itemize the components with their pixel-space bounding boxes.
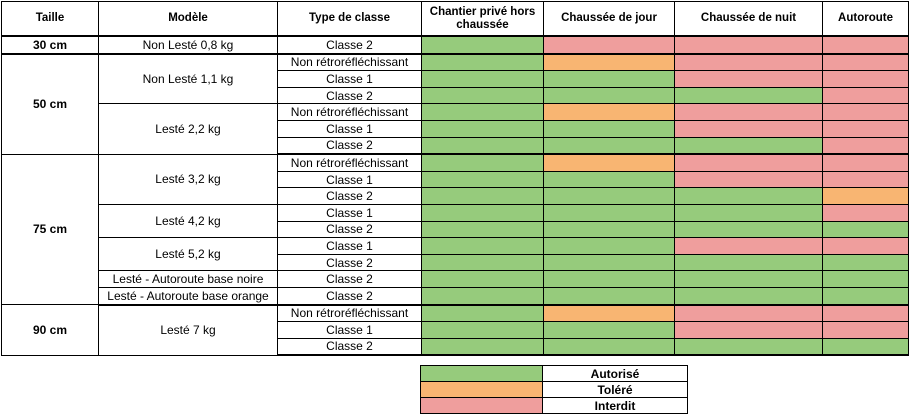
taille-cell: 50 cm: [2, 54, 99, 155]
status-cell: [823, 171, 909, 188]
status-cell: [675, 238, 823, 255]
status-cell: [422, 87, 544, 104]
modele-cell: Lesté 7 kg: [99, 305, 278, 356]
status-cell: [544, 171, 675, 188]
legend-label: Autorisé: [543, 366, 688, 382]
status-cell: [422, 305, 544, 322]
modele-cell: Lesté 3,2 kg: [99, 154, 278, 204]
status-cell: [823, 221, 909, 238]
modele-cell: Lesté - Autoroute base noire: [99, 271, 278, 288]
legend-label: Toléré: [543, 382, 688, 398]
status-cell: [544, 238, 675, 255]
taille-cell: 75 cm: [2, 154, 99, 304]
compatibility-table: [1, 1, 909, 356]
header-chaussee-nuit: Chaussée de nuit: [675, 2, 823, 37]
legend-row: [421, 382, 688, 398]
status-cell: [422, 322, 544, 339]
status-cell: [675, 254, 823, 271]
status-cell: [675, 71, 823, 88]
legend-table: [420, 365, 688, 414]
status-cell: [422, 188, 544, 205]
status-cell: [544, 287, 675, 304]
legend-swatch: [421, 366, 543, 382]
legend-label: Interdit: [543, 398, 688, 414]
classe-cell: Non rétroréfléchissant: [278, 305, 422, 322]
classe-cell: Classe 2: [278, 271, 422, 288]
classe-cell: Non rétroréfléchissant: [278, 54, 422, 71]
status-cell: [675, 188, 823, 205]
status-cell: [422, 271, 544, 288]
table-row: [2, 238, 909, 255]
classe-cell: Classe 2: [278, 221, 422, 238]
header-row: [2, 2, 909, 37]
modele-cell: Lesté - Autoroute base orange: [99, 287, 278, 304]
status-cell: [823, 104, 909, 121]
header-chantier-prive: Chantier privé hors chaussée: [422, 2, 544, 37]
status-cell: [823, 154, 909, 171]
table-row: [2, 287, 909, 304]
table-row: [2, 54, 909, 71]
taille-cell: 30 cm: [2, 36, 99, 54]
status-cell: [544, 305, 675, 322]
header-taille: Taille: [2, 2, 99, 37]
status-cell: [422, 104, 544, 121]
status-cell: [675, 137, 823, 154]
status-cell: [823, 338, 909, 355]
status-cell: [823, 87, 909, 104]
status-cell: [422, 254, 544, 271]
classe-cell: Classe 1: [278, 71, 422, 88]
legend-row: [421, 398, 688, 414]
status-cell: [675, 271, 823, 288]
status-cell: [675, 287, 823, 304]
modele-cell: Lesté 2,2 kg: [99, 104, 278, 154]
classe-cell: Classe 2: [278, 254, 422, 271]
status-cell: [823, 120, 909, 137]
status-cell: [544, 104, 675, 121]
status-cell: [422, 54, 544, 71]
status-cell: [823, 204, 909, 221]
status-cell: [544, 87, 675, 104]
status-cell: [544, 137, 675, 154]
status-cell: [675, 87, 823, 104]
status-cell: [823, 188, 909, 205]
table-row: [2, 154, 909, 171]
status-cell: [422, 287, 544, 304]
header-type-classe: Type de classe: [278, 2, 422, 37]
modele-cell: Lesté 4,2 kg: [99, 204, 278, 237]
status-cell: [823, 238, 909, 255]
status-cell: [544, 221, 675, 238]
status-cell: [675, 36, 823, 54]
status-cell: [675, 54, 823, 71]
header-modele: Modèle: [99, 2, 278, 37]
status-cell: [675, 322, 823, 339]
modele-cell: Lesté 5,2 kg: [99, 238, 278, 271]
classe-cell: Classe 2: [278, 188, 422, 205]
modele-cell: Non Lesté 0,8 kg: [99, 36, 278, 54]
table-row: [2, 204, 909, 221]
status-cell: [422, 171, 544, 188]
status-cell: [823, 71, 909, 88]
classe-cell: Classe 2: [278, 287, 422, 304]
classe-cell: Classe 2: [278, 137, 422, 154]
taille-cell: 90 cm: [2, 305, 99, 356]
status-cell: [823, 36, 909, 54]
status-cell: [544, 71, 675, 88]
status-cell: [544, 36, 675, 54]
classe-cell: Classe 2: [278, 338, 422, 355]
status-cell: [544, 254, 675, 271]
status-cell: [823, 322, 909, 339]
classe-cell: Classe 2: [278, 87, 422, 104]
classe-cell: Classe 1: [278, 171, 422, 188]
classe-cell: Classe 2: [278, 36, 422, 54]
status-cell: [544, 204, 675, 221]
status-cell: [544, 338, 675, 355]
status-cell: [675, 120, 823, 137]
status-cell: [422, 120, 544, 137]
status-cell: [675, 154, 823, 171]
status-cell: [422, 154, 544, 171]
status-cell: [675, 305, 823, 322]
status-cell: [675, 171, 823, 188]
table-row: [2, 36, 909, 54]
classe-cell: Classe 1: [278, 322, 422, 339]
status-cell: [823, 254, 909, 271]
header-autoroute: Autoroute: [823, 2, 909, 37]
table-row: [2, 305, 909, 322]
classe-cell: Classe 1: [278, 204, 422, 221]
status-cell: [823, 305, 909, 322]
status-cell: [422, 238, 544, 255]
legend-swatch: [421, 382, 543, 398]
status-cell: [544, 322, 675, 339]
status-cell: [823, 54, 909, 71]
modele-cell: Non Lesté 1,1 kg: [99, 54, 278, 104]
header-chaussee-jour: Chaussée de jour: [544, 2, 675, 37]
classe-cell: Non rétroréfléchissant: [278, 104, 422, 121]
status-cell: [544, 54, 675, 71]
table-row: [2, 271, 909, 288]
status-cell: [422, 137, 544, 154]
status-cell: [675, 204, 823, 221]
status-cell: [823, 137, 909, 154]
status-cell: [544, 271, 675, 288]
table-row: [2, 104, 909, 121]
status-cell: [544, 154, 675, 171]
status-cell: [675, 221, 823, 238]
legend-swatch: [421, 398, 543, 414]
status-cell: [544, 188, 675, 205]
status-cell: [422, 71, 544, 88]
status-cell: [422, 338, 544, 355]
status-cell: [544, 120, 675, 137]
legend-row: [421, 366, 688, 382]
status-cell: [675, 338, 823, 355]
status-cell: [422, 204, 544, 221]
status-cell: [422, 221, 544, 238]
status-cell: [422, 36, 544, 54]
status-cell: [823, 271, 909, 288]
classe-cell: Classe 1: [278, 120, 422, 137]
status-cell: [675, 104, 823, 121]
classe-cell: Classe 1: [278, 238, 422, 255]
classe-cell: Non rétroréfléchissant: [278, 154, 422, 171]
status-cell: [823, 287, 909, 304]
